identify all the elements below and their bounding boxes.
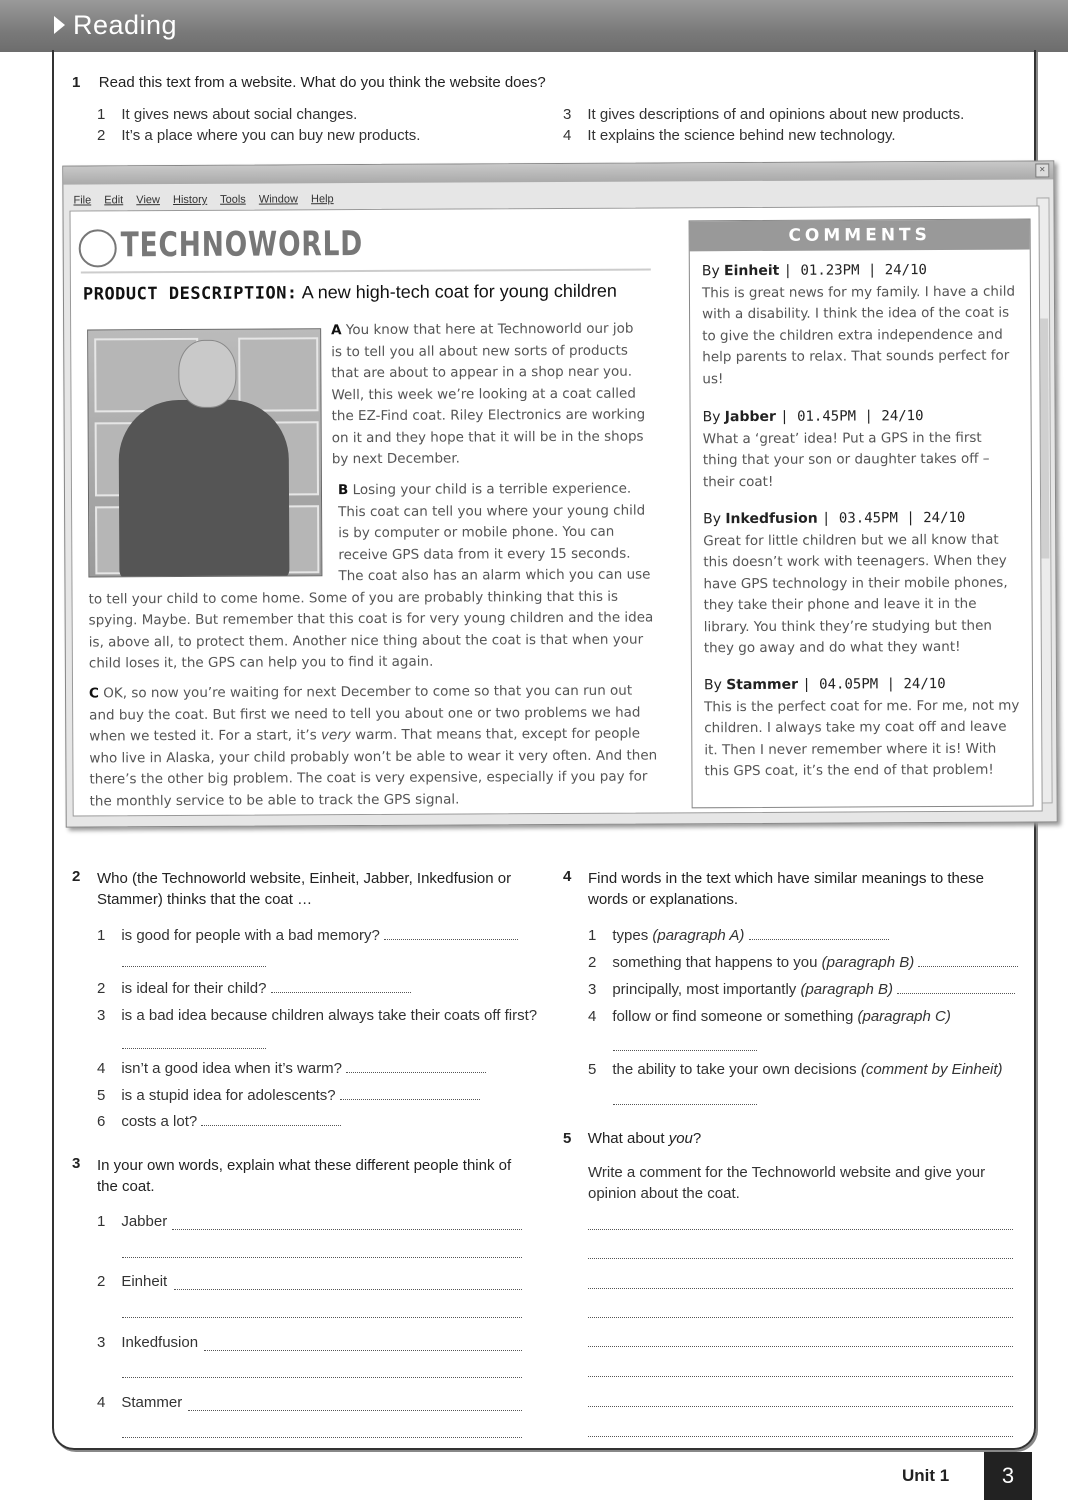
answer-line[interactable] bbox=[122, 1377, 522, 1378]
answer-line[interactable] bbox=[122, 1317, 522, 1318]
paragraph-a: A You know that here at Technoworld our job is to tell you all about new sorts of products that are about to appear in a shop near you. Well, this week we’re looking at a coat called the EZ-Find coat. Riley Electronics are working on it and they hope that it will be in the shops by next December. bbox=[331, 320, 646, 468]
browser-titlebar bbox=[63, 161, 1053, 184]
q3: 3 In your own words, explain what these different people think of the coat. bbox=[72, 1155, 532, 1197]
q3-item: 2 Einheit bbox=[97, 1273, 168, 1290]
comment-user[interactable]: Stammer bbox=[726, 676, 799, 694]
answer-line[interactable] bbox=[122, 1437, 522, 1438]
comment: By Inkedfusion | 03.45PM | 24/10 Great for little children but we all know that this doesn’t work with teenagers. When they have GPS technology in their mobile phones, they take their phone and leave it in the library. You think they’re studying but then they go away and do what they want! bbox=[703, 509, 1008, 657]
q5: 5 What about you? bbox=[563, 1130, 702, 1147]
answer-line[interactable] bbox=[588, 1376, 1013, 1377]
q1-option: 3 It gives descriptions of and opinions about new products. bbox=[563, 106, 965, 123]
q4-item: 2 something that happens to you (paragraph B) bbox=[588, 954, 1018, 971]
q2-text: Who (the Technoworld website, Einheit, Jabber, Inkedfusion or Stammer) thinks that the coat … bbox=[97, 870, 512, 908]
q2-item: 4 isn’t a good idea when it’s warm? bbox=[97, 1060, 486, 1077]
q3-text: In your own words, explain what these different people think of the coat. bbox=[97, 1157, 512, 1195]
answer-line[interactable] bbox=[122, 966, 266, 967]
q2-item: 3 is a bad idea because children always take their coats off first? bbox=[97, 1007, 538, 1024]
unit-label: Unit 1 bbox=[902, 1466, 950, 1485]
menu-window[interactable]: Window bbox=[258, 193, 299, 206]
comments-title: COMMENTS bbox=[690, 220, 1030, 252]
page-number: 3 bbox=[984, 1452, 1032, 1500]
q2-item: 1 is good for people with a bad memory? bbox=[97, 927, 518, 944]
answer-line[interactable] bbox=[588, 1288, 1013, 1289]
globe-icon bbox=[79, 229, 117, 267]
answer-line[interactable] bbox=[174, 1289, 522, 1290]
q3-item: 3 Inkedfusion bbox=[97, 1334, 199, 1351]
close-icon[interactable]: × bbox=[1035, 163, 1049, 177]
menu-edit[interactable]: Edit bbox=[104, 194, 124, 207]
comment: By Einheit | 01.23PM | 24/10 This is great news for my family. I have a child with a disability. I think the idea of the coat is to give the children extra independence and help parents to relax. That sounds perfect for us! bbox=[701, 262, 1016, 387]
comment-user[interactable]: Jabber bbox=[724, 408, 776, 426]
q3-item: 4 Stammer bbox=[97, 1394, 183, 1411]
q1-number: 1 bbox=[72, 74, 81, 91]
q5-text: Write a comment for the Technoworld website and give your opinion about the coat. bbox=[588, 1164, 986, 1202]
answer-line[interactable] bbox=[204, 1350, 522, 1351]
answer-line[interactable] bbox=[588, 1258, 1013, 1259]
paragraph-c: C OK, so now you’re waiting for next December to come so that you can run out and buy the coat. But first we need to tell you about one or two problems we had when we tested it. For a start, it’s very warm. That means that, except for people who live in Alaska, your child probably won’t be able to wear it very often. And then there’s the other big problem. The coat is very expensive, especially if you pay for the monthly service to be able to track the GPS signal. bbox=[88, 682, 658, 809]
comment: By Jabber | 01.45PM | 24/10 What a ‘great’ idea! Put a GPS in the first thing that your son or daughter takes off – their coat! bbox=[702, 408, 990, 490]
play-arrow-icon bbox=[54, 16, 65, 34]
q2: 2 Who (the Technoworld website, Einheit, Jabber, Inkedfusion or Stammer) thinks that the coat … bbox=[72, 868, 532, 910]
q1-option: 4 It explains the science behind new technology. bbox=[563, 127, 896, 144]
q4-item: 5 the ability to take your own decisions (comment by Einheit) bbox=[588, 1061, 1003, 1078]
paragraph-b: B Losing your child is a terrible experience. This coat can tell you where your young child is by computer or mobile phone. You can receive GPS data from it every 15 seconds. The coat also has an alarm which you can use to tell your child to come home. Some of you are probably thinking that this is spying. Maybe. But remember that this coat is for very young children and the idea is, above all, to protect them. Another nice thing about the coat is that when your child loses it, the GPS can help you to find it again. bbox=[88, 480, 654, 672]
answer-line[interactable] bbox=[613, 1104, 757, 1105]
answer-line[interactable] bbox=[588, 1406, 1013, 1407]
q2-item: 5 is a stupid idea for adolescents? bbox=[97, 1087, 480, 1104]
q2-item: 2 is ideal for their child? bbox=[97, 980, 411, 997]
product-title: PRODUCT DESCRIPTION: A new high-tech coat for young children bbox=[82, 280, 617, 305]
menu-history[interactable]: History bbox=[172, 193, 208, 207]
menu-tools[interactable]: Tools bbox=[220, 193, 246, 206]
answer-line[interactable] bbox=[588, 1346, 1013, 1347]
q4-text: Find words in the text which have similar meanings to these words or explanations. bbox=[588, 870, 985, 908]
menu-file[interactable]: File bbox=[73, 194, 92, 207]
answer-line[interactable] bbox=[613, 1050, 757, 1051]
browser-content bbox=[70, 205, 1043, 816]
section-header bbox=[0, 0, 1068, 52]
q4-item: 1 types (paragraph A) bbox=[588, 927, 889, 944]
answer-line[interactable] bbox=[188, 1410, 522, 1411]
q1 bbox=[72, 74, 546, 92]
q1-option: 2 It’s a place where you can buy new products. bbox=[97, 127, 421, 144]
divider bbox=[81, 269, 651, 274]
comments-panel bbox=[689, 219, 1034, 809]
answer-line[interactable] bbox=[588, 1436, 1013, 1437]
q4-item: 3 principally, most importantly (paragraph B) bbox=[588, 981, 1015, 998]
q3-item: 1 Jabber bbox=[97, 1213, 168, 1230]
section-title: Reading bbox=[73, 10, 178, 40]
q2-item: 6 costs a lot? bbox=[97, 1113, 341, 1130]
q4-item: 4 follow or find someone or something (paragraph C) bbox=[588, 1008, 951, 1025]
comment: By Stammer | 04.05PM | 24/10 This is the perfect coat for me. For me, not my children. I always take my coat off and leave it. Then I never remember where it is! With this GPS coat, it’s the end of that problem! bbox=[703, 675, 1020, 780]
answer-line[interactable] bbox=[588, 1229, 1013, 1230]
answer-line[interactable] bbox=[172, 1229, 522, 1230]
comment-user[interactable]: Einheit bbox=[723, 262, 780, 280]
menu-help[interactable]: Help bbox=[311, 193, 334, 206]
q5-title: What about you? bbox=[587, 1130, 702, 1147]
browser-menu bbox=[73, 193, 343, 206]
q4: 4 Find words in the text which have similar meanings to these words or explanations. bbox=[563, 868, 1013, 910]
technoworld-logo: TECHNOWORLD bbox=[120, 224, 364, 266]
answer-line[interactable] bbox=[588, 1317, 1013, 1318]
menu-view[interactable]: View bbox=[136, 194, 160, 207]
answer-line[interactable] bbox=[122, 1257, 522, 1258]
q1-text: Read this text from a website. What do you think the website does? bbox=[98, 74, 546, 91]
answer-line[interactable] bbox=[122, 1048, 266, 1049]
comment-user[interactable]: Inkedfusion bbox=[725, 510, 818, 528]
browser-window bbox=[62, 160, 1057, 827]
q1-option: 1 It gives news about social changes. bbox=[97, 106, 358, 123]
